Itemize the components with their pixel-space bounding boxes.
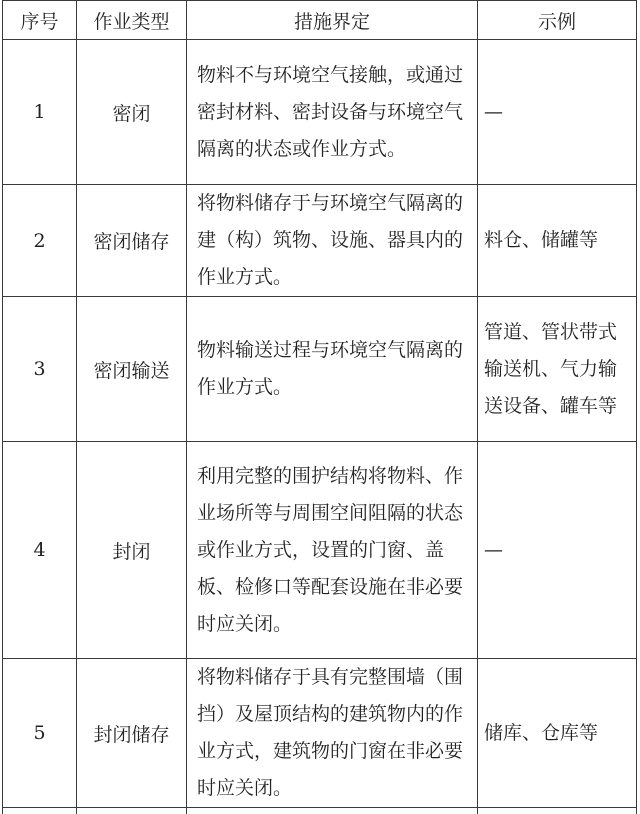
table-row-partial: [3, 808, 637, 814]
row-no: 1: [3, 40, 77, 185]
cell-empty: [77, 808, 187, 814]
table-row: [3, 442, 637, 659]
row-type: 密闭输送: [77, 297, 187, 442]
cell-empty: [478, 808, 637, 814]
header-no: 序号: [3, 1, 77, 40]
row-example: 料仓、储罐等: [478, 185, 637, 297]
row-type: 封闭储存: [77, 659, 187, 808]
row-example: 储库、仓库等: [478, 659, 637, 808]
cell-empty: [3, 808, 77, 814]
row-definition: 将物料储存于具有完整围墙（围挡）及屋顶结构的建筑物内的作业方式，建筑物的门窗在非必要时应关闭。: [187, 659, 478, 808]
row-definition: 物料输送过程与环境空气隔离的作业方式。: [187, 297, 478, 442]
row-example: 管道、管状带式输送机、气力输送设备、罐车等: [478, 297, 637, 442]
table-row: [3, 297, 637, 442]
row-no: 2: [3, 185, 77, 297]
row-no: 4: [3, 442, 77, 659]
row-type: 封闭: [77, 442, 187, 659]
row-type: 密闭储存: [77, 185, 187, 297]
table-row: [3, 40, 637, 185]
measures-table: [2, 0, 637, 814]
header-row: [3, 1, 637, 40]
row-no: 5: [3, 659, 77, 808]
row-example: —: [478, 40, 637, 185]
header-definition: 措施界定: [187, 1, 478, 40]
table-row: [3, 185, 637, 297]
row-type: 密闭: [77, 40, 187, 185]
row-definition: 将物料储存于与环境空气隔离的建（构）筑物、设施、器具内的作业方式。: [187, 185, 478, 297]
row-definition: 物料不与环境空气接触，或通过密封材料、密封设备与环境空气隔离的状态或作业方式。: [187, 40, 478, 185]
row-definition: 利用完整的围护结构将物料、作业场所等与周围空间阻隔的状态或作业方式，设置的门窗、盖板、检修口等配套设施在非必要时应关闭。: [187, 442, 478, 659]
header-type: 作业类型: [77, 1, 187, 40]
cell-empty: [187, 808, 478, 814]
table-row: [3, 659, 637, 808]
row-example: —: [478, 442, 637, 659]
header-example: 示例: [478, 1, 637, 40]
row-no: 3: [3, 297, 77, 442]
